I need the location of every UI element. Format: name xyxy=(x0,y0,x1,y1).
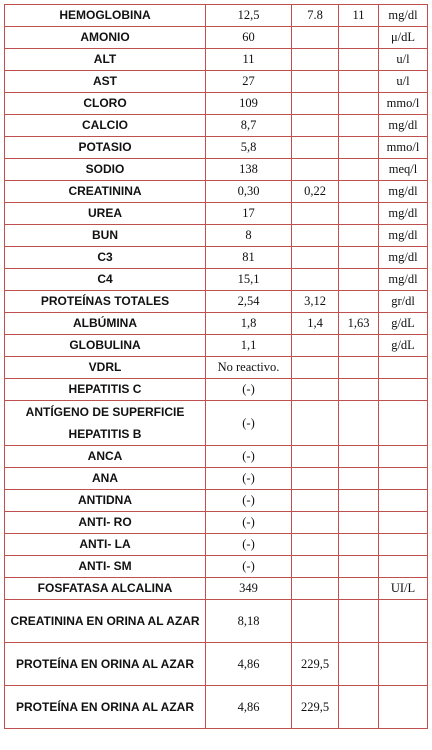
table-row xyxy=(5,446,428,468)
test-name-cell: ANCA xyxy=(5,446,206,468)
value-1-cell: 17 xyxy=(206,203,292,225)
value-1-cell: 12,5 xyxy=(206,5,292,27)
value-3-cell xyxy=(339,137,379,159)
value-3-cell xyxy=(339,512,379,534)
value-3-cell xyxy=(339,49,379,71)
test-name-cell: VDRL xyxy=(5,357,206,379)
value-1-cell: 15,1 xyxy=(206,269,292,291)
test-name-cell: CALCIO xyxy=(5,115,206,137)
value-2-cell xyxy=(292,600,339,643)
value-2-cell xyxy=(292,159,339,181)
value-2-cell xyxy=(292,556,339,578)
table-row xyxy=(5,137,428,159)
test-name-cell: PROTEÍNA EN ORINA AL AZAR xyxy=(5,643,206,686)
value-2-cell xyxy=(292,357,339,379)
unit-cell: UI/L xyxy=(379,578,428,600)
value-2-cell xyxy=(292,93,339,115)
test-name-cell: HEMOGLOBINA xyxy=(5,5,206,27)
unit-cell xyxy=(379,357,428,379)
test-name-cell: ANTI- LA xyxy=(5,534,206,556)
value-1-cell: No reactivo. xyxy=(206,357,292,379)
value-2-cell xyxy=(292,534,339,556)
value-2-cell xyxy=(292,269,339,291)
unit-cell xyxy=(379,446,428,468)
value-1-cell: 2,54 xyxy=(206,291,292,313)
test-name-cell: ANTIDNA xyxy=(5,490,206,512)
table-row xyxy=(5,49,428,71)
test-name-cell: HEPATITIS C xyxy=(5,379,206,401)
test-name-cell: ALBÚMINA xyxy=(5,313,206,335)
table-row xyxy=(5,203,428,225)
unit-cell: mg/dl xyxy=(379,225,428,247)
value-2-cell: 1,4 xyxy=(292,313,339,335)
unit-cell xyxy=(379,490,428,512)
test-name-cell: ANTI- RO xyxy=(5,512,206,534)
table-row xyxy=(5,379,428,401)
table-row xyxy=(5,291,428,313)
value-3-cell xyxy=(339,556,379,578)
unit-cell xyxy=(379,379,428,401)
table-row xyxy=(5,225,428,247)
value-3-cell xyxy=(339,643,379,686)
value-2-cell xyxy=(292,71,339,93)
test-name-cell: CREATININA EN ORINA AL AZAR xyxy=(5,600,206,643)
unit-cell: mg/dl xyxy=(379,247,428,269)
unit-cell: mmo/l xyxy=(379,93,428,115)
value-2-cell xyxy=(292,49,339,71)
value-1-cell: 349 xyxy=(206,578,292,600)
value-2-cell: 229,5 xyxy=(292,643,339,686)
value-3-cell xyxy=(339,71,379,93)
value-1-cell: 0,30 xyxy=(206,181,292,203)
table-row xyxy=(5,71,428,93)
value-1-cell: 109 xyxy=(206,93,292,115)
value-2-cell xyxy=(292,446,339,468)
unit-cell: mg/dl xyxy=(379,181,428,203)
value-3-cell xyxy=(339,159,379,181)
value-2-cell: 7.8 xyxy=(292,5,339,27)
table-row xyxy=(5,556,428,578)
lab-results-body xyxy=(5,5,428,729)
table-row xyxy=(5,401,428,446)
value-3-cell xyxy=(339,600,379,643)
unit-cell: mg/dl xyxy=(379,269,428,291)
value-1-cell: 60 xyxy=(206,27,292,49)
value-1-cell: 1,8 xyxy=(206,313,292,335)
value-1-cell: 11 xyxy=(206,49,292,71)
table-row xyxy=(5,512,428,534)
value-3-cell xyxy=(339,181,379,203)
value-2-cell xyxy=(292,203,339,225)
value-2-cell xyxy=(292,490,339,512)
table-row xyxy=(5,247,428,269)
value-2-cell: 0,22 xyxy=(292,181,339,203)
value-2-cell xyxy=(292,137,339,159)
table-row xyxy=(5,600,428,643)
unit-cell: mg/dl xyxy=(379,203,428,225)
table-row xyxy=(5,269,428,291)
test-name-cell: AMONIO xyxy=(5,27,206,49)
value-3-cell xyxy=(339,401,379,446)
value-1-cell: (-) xyxy=(206,534,292,556)
test-name-cell: CLORO xyxy=(5,93,206,115)
table-row xyxy=(5,313,428,335)
lab-results-table xyxy=(4,4,428,729)
value-3-cell xyxy=(339,291,379,313)
value-3-cell xyxy=(339,446,379,468)
test-name-cell: CREATININA xyxy=(5,181,206,203)
value-2-cell: 229,5 xyxy=(292,686,339,729)
table-row xyxy=(5,534,428,556)
unit-cell: u/l xyxy=(379,71,428,93)
test-name-cell: PROTEÍNA EN ORINA AL AZAR xyxy=(5,686,206,729)
unit-cell xyxy=(379,534,428,556)
unit-cell: meq/l xyxy=(379,159,428,181)
value-3-cell xyxy=(339,335,379,357)
value-1-cell: 4,86 xyxy=(206,643,292,686)
unit-cell xyxy=(379,556,428,578)
value-1-cell: 8 xyxy=(206,225,292,247)
test-name-cell: C3 xyxy=(5,247,206,269)
table-row xyxy=(5,159,428,181)
value-3-cell xyxy=(339,357,379,379)
value-1-cell: 27 xyxy=(206,71,292,93)
unit-cell: gr/dl xyxy=(379,291,428,313)
value-2-cell xyxy=(292,27,339,49)
value-2-cell xyxy=(292,468,339,490)
unit-cell xyxy=(379,401,428,446)
unit-cell: u/l xyxy=(379,49,428,71)
test-name-cell: ALT xyxy=(5,49,206,71)
value-2-cell xyxy=(292,225,339,247)
table-row xyxy=(5,578,428,600)
value-3-cell: 11 xyxy=(339,5,379,27)
value-3-cell xyxy=(339,269,379,291)
table-row xyxy=(5,490,428,512)
test-name-cell: BUN xyxy=(5,225,206,247)
table-row xyxy=(5,335,428,357)
value-2-cell xyxy=(292,379,339,401)
value-1-cell: 5,8 xyxy=(206,137,292,159)
test-name-cell: SODIO xyxy=(5,159,206,181)
value-3-cell xyxy=(339,534,379,556)
test-name-cell: FOSFATASA ALCALINA xyxy=(5,578,206,600)
test-name-cell: PROTEÍNAS TOTALES xyxy=(5,291,206,313)
unit-cell xyxy=(379,512,428,534)
table-row xyxy=(5,181,428,203)
test-name-cell: GLOBULINA xyxy=(5,335,206,357)
value-1-cell: 8,7 xyxy=(206,115,292,137)
value-1-cell: 8,18 xyxy=(206,600,292,643)
table-row xyxy=(5,686,428,729)
unit-cell: mg/dl xyxy=(379,5,428,27)
table-row xyxy=(5,5,428,27)
value-3-cell xyxy=(339,490,379,512)
unit-cell: μ/dL xyxy=(379,27,428,49)
value-1-cell: (-) xyxy=(206,512,292,534)
value-1-cell: (-) xyxy=(206,556,292,578)
unit-cell xyxy=(379,686,428,729)
value-2-cell xyxy=(292,512,339,534)
value-1-cell: (-) xyxy=(206,379,292,401)
unit-cell xyxy=(379,643,428,686)
table-row xyxy=(5,357,428,379)
test-name-cell: ANTI- SM xyxy=(5,556,206,578)
test-name-cell: ANA xyxy=(5,468,206,490)
test-name-cell: AST xyxy=(5,71,206,93)
table-row xyxy=(5,468,428,490)
value-3-cell xyxy=(339,468,379,490)
value-2-cell xyxy=(292,115,339,137)
test-name-cell: UREA xyxy=(5,203,206,225)
unit-cell: mmo/l xyxy=(379,137,428,159)
lab-results-container xyxy=(4,4,428,729)
value-3-cell xyxy=(339,93,379,115)
value-2-cell xyxy=(292,401,339,446)
value-1-cell: (-) xyxy=(206,446,292,468)
table-row xyxy=(5,27,428,49)
value-1-cell: 4,86 xyxy=(206,686,292,729)
unit-cell: g/dL xyxy=(379,313,428,335)
value-2-cell: 3,12 xyxy=(292,291,339,313)
value-3-cell xyxy=(339,686,379,729)
value-2-cell xyxy=(292,247,339,269)
value-1-cell: (-) xyxy=(206,490,292,512)
test-name-cell: C4 xyxy=(5,269,206,291)
value-3-cell xyxy=(339,578,379,600)
test-name-cell: POTASIO xyxy=(5,137,206,159)
value-3-cell xyxy=(339,203,379,225)
value-2-cell xyxy=(292,578,339,600)
value-3-cell xyxy=(339,225,379,247)
value-1-cell: 138 xyxy=(206,159,292,181)
value-1-cell: 1,1 xyxy=(206,335,292,357)
table-row xyxy=(5,115,428,137)
value-3-cell xyxy=(339,379,379,401)
value-3-cell: 1,63 xyxy=(339,313,379,335)
value-3-cell xyxy=(339,27,379,49)
value-3-cell xyxy=(339,115,379,137)
table-row xyxy=(5,93,428,115)
test-name-cell: ANTÍGENO DE SUPERFICIE HEPATITIS B xyxy=(5,401,206,446)
unit-cell xyxy=(379,600,428,643)
value-2-cell xyxy=(292,335,339,357)
value-1-cell: (-) xyxy=(206,401,292,446)
unit-cell xyxy=(379,468,428,490)
value-1-cell: 81 xyxy=(206,247,292,269)
value-1-cell: (-) xyxy=(206,468,292,490)
unit-cell: mg/dl xyxy=(379,115,428,137)
value-3-cell xyxy=(339,247,379,269)
table-row xyxy=(5,643,428,686)
unit-cell: g/dL xyxy=(379,335,428,357)
